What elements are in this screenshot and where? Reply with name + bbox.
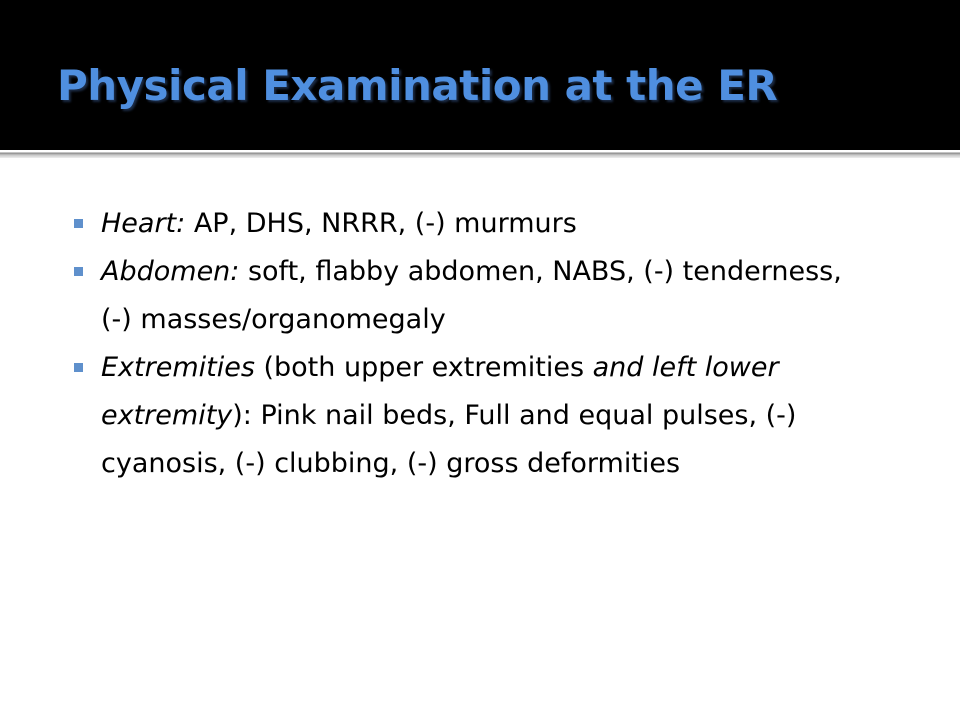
abdomen-label: Abdomen: (101, 256, 240, 287)
bullet-list (74, 200, 874, 488)
extremities-label: Extremities (101, 352, 255, 383)
abdomen-findings: soft, flabby abdomen, NABS, (-) tenderness, (-) masses/organomegaly (101, 256, 842, 335)
extremities-scope-emphasis: and left lower extremity (101, 352, 779, 431)
extremities-scope: (both upper extremities (254, 352, 593, 383)
slide-title: Physical Examination at the ER (57, 61, 778, 110)
bullet-item-extremities (74, 344, 874, 488)
heart-findings: AP, DHS, NRRR, (-) murmurs (185, 208, 577, 239)
square-bullet-icon (74, 267, 83, 276)
extremities-findings: ): Pink nail beds, Full and equal pulses, (-) cyanosis, (-) clubbing, (-) gross deformities (101, 400, 797, 479)
bullet-item-heart (74, 200, 874, 248)
square-bullet-icon (74, 219, 83, 228)
square-bullet-icon (74, 363, 83, 372)
bullet-item-abdomen (74, 248, 874, 344)
heart-label: Heart: (101, 208, 186, 239)
title-divider (0, 150, 960, 158)
